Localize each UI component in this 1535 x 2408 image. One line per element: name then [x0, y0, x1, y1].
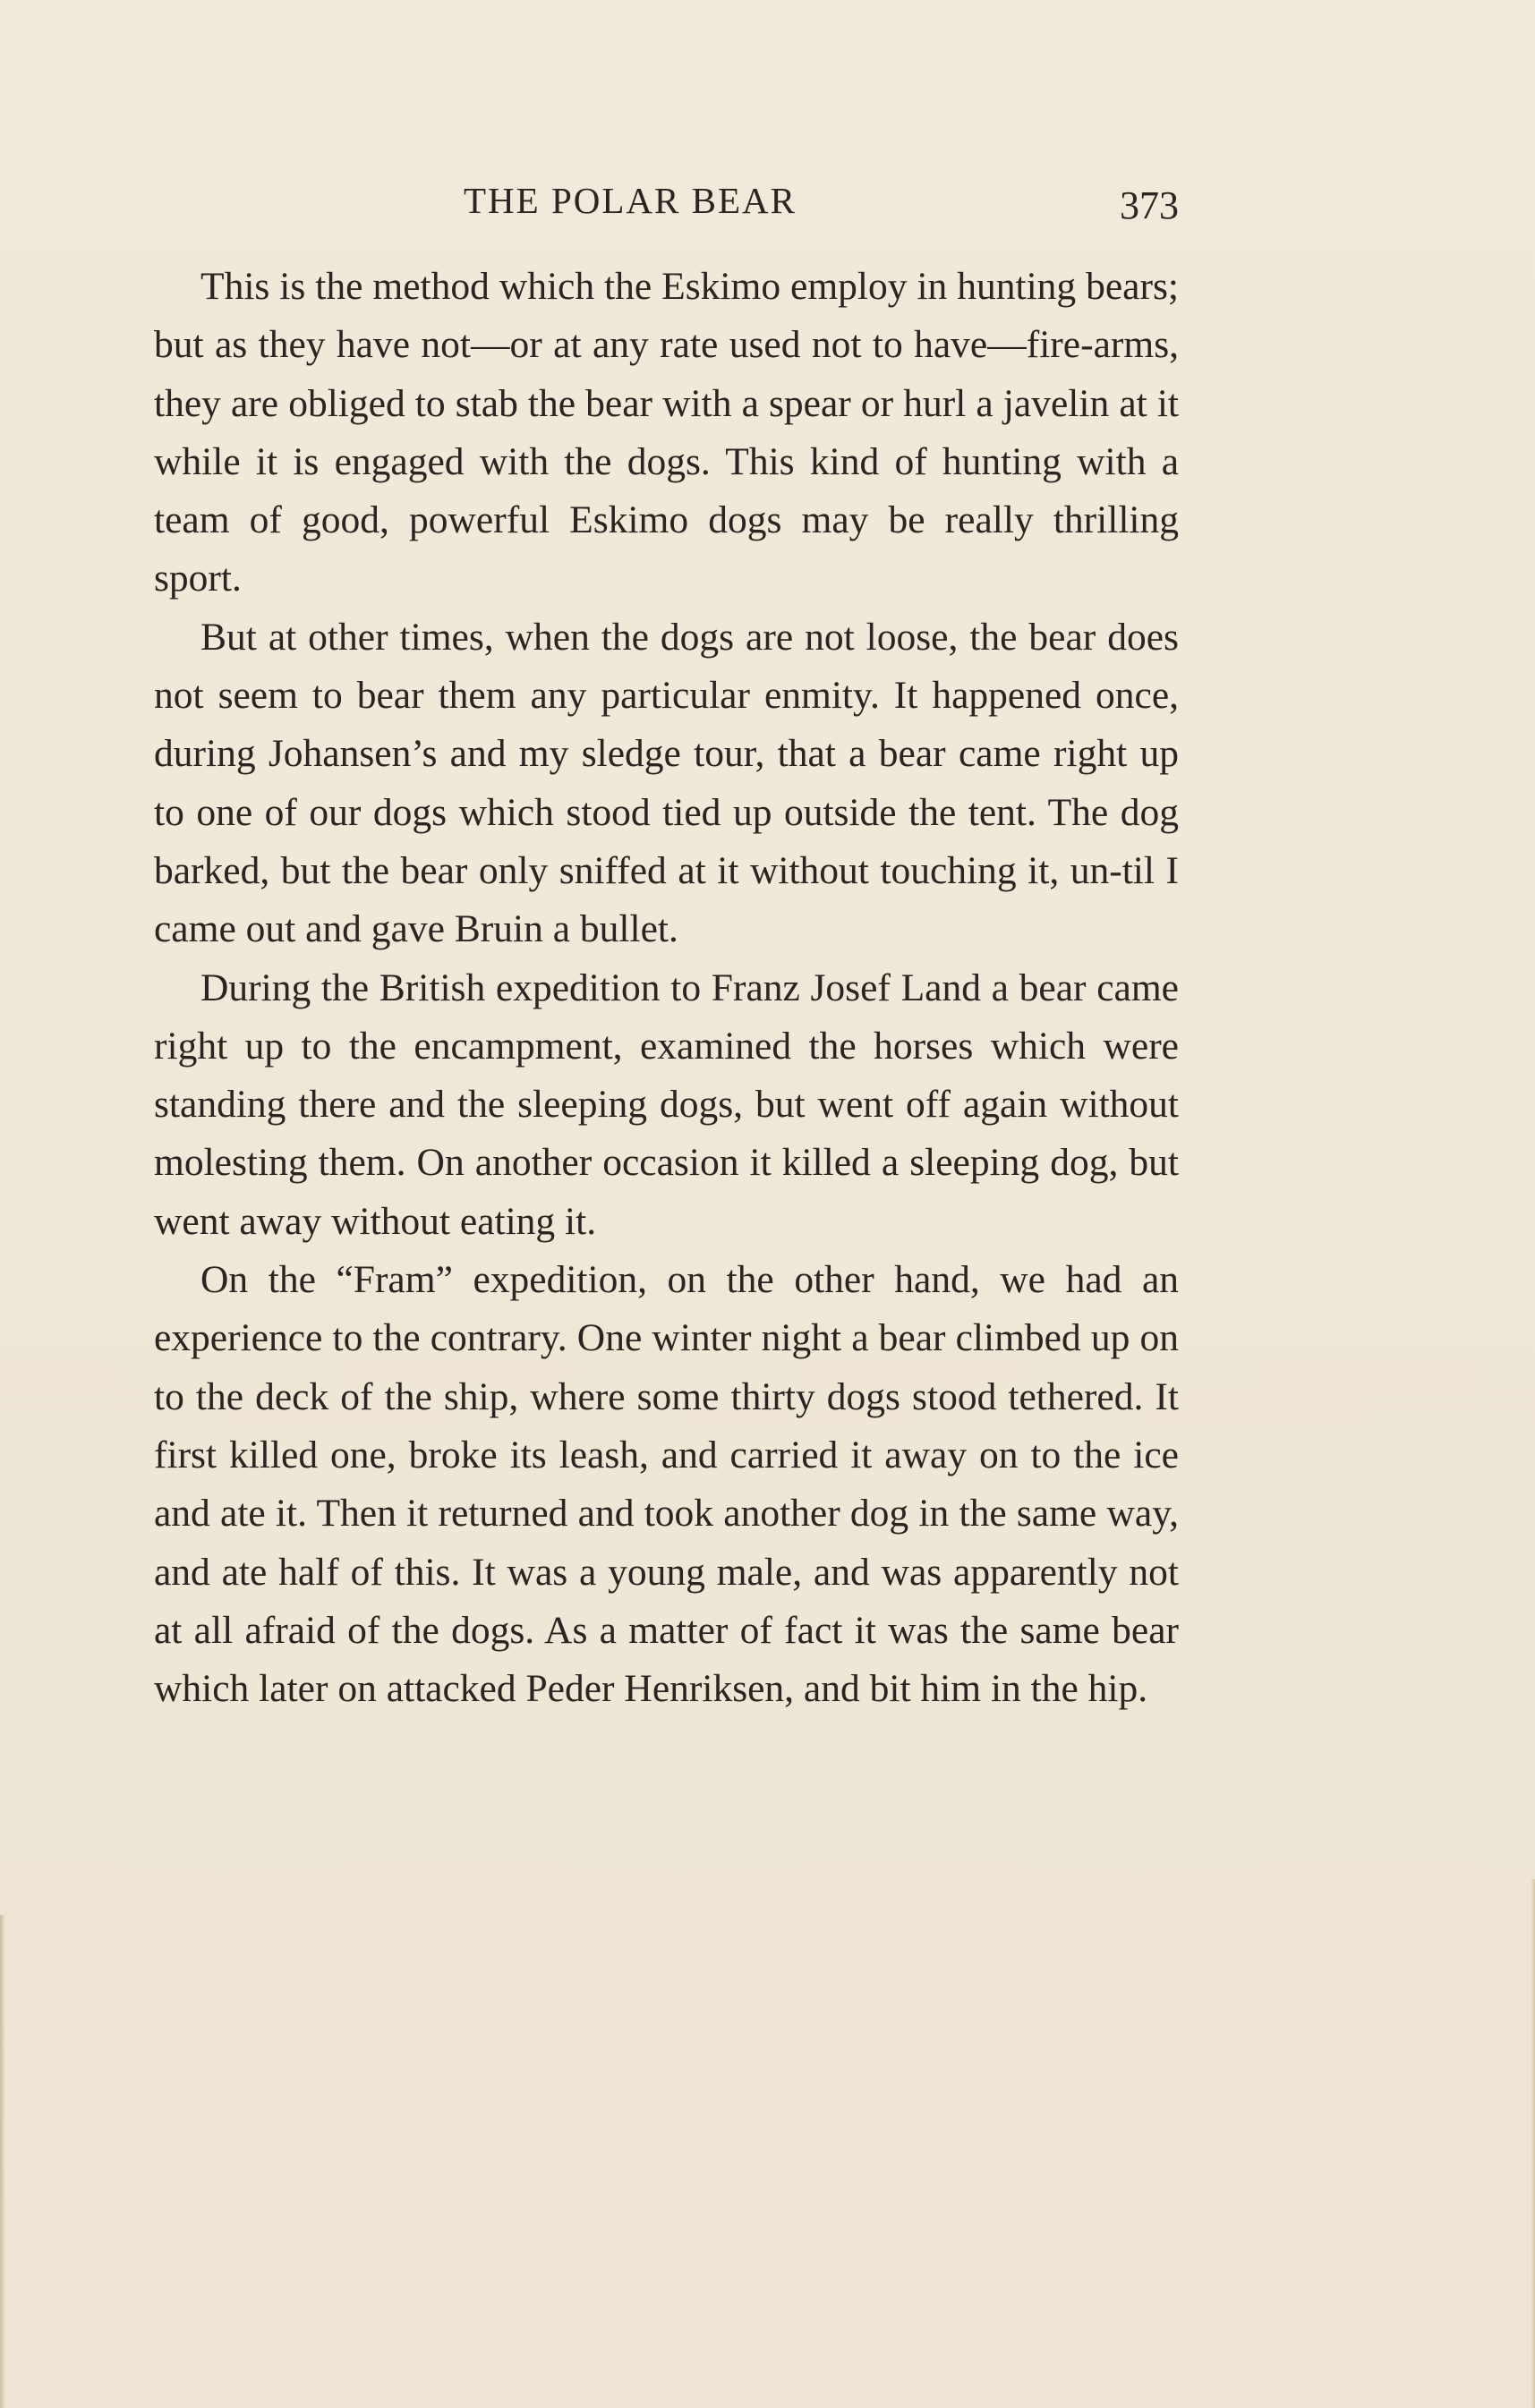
running-title: THE POLAR BEAR	[464, 180, 797, 221]
page-edge-shadow-left	[0, 1915, 5, 2408]
page-edge-shadow-right	[1531, 1879, 1535, 2408]
paragraph-bear-enmity: But at other times, when the dogs are not loose, the bear does not seem to bear them any particular enmity. It happened once, during Johansen’s and my sledge tour, that a bear came right up to one of our dogs which stood tied up outside the tent. The dog barked, but the bear only sniffed at it without touching it, un-til I came out and gave Bruin a bullet.	[154, 615, 1179, 951]
page-number: 373	[1120, 183, 1179, 227]
running-header	[0, 175, 1535, 229]
paragraph-british-expedition: During the British expedition to Franz Josef Land a bear came right up to the encampment, examined the horses which were standing there and the sleeping dogs, but went off again without molesting them. On another occasion it killed a sleeping dog, but went away without eating it.	[154, 966, 1179, 1243]
body-text	[154, 258, 1179, 1718]
paragraph-fram-expedition: On the “Fram” expedition, on the other hand, we had an experience to the contrary. One winter night a bear climbed up on to the deck of the ship, where some thirty dogs stood tethered. It first killed one, broke its leash, and carried it away on to the ice and ate it. Then it returned and took another dog in the same way, and ate half of this. It was a young male, and was apparently not at all afraid of the dogs. As a matter of fact it was the same bear which later on attacked Peder Henriksen, and bit him in the hip.	[154, 1258, 1179, 1711]
paragraph-eskimo-method: This is the method which the Eskimo employ in hunting bears; but as they have not—or at any rate used not to have—fire-arms, they are obliged to stab the bear with a spear or hurl a javelin at it while it is engaged with the dogs. This kind of hunting with a team of good, powerful Eskimo dogs may be really thrilling sport.	[154, 265, 1179, 600]
